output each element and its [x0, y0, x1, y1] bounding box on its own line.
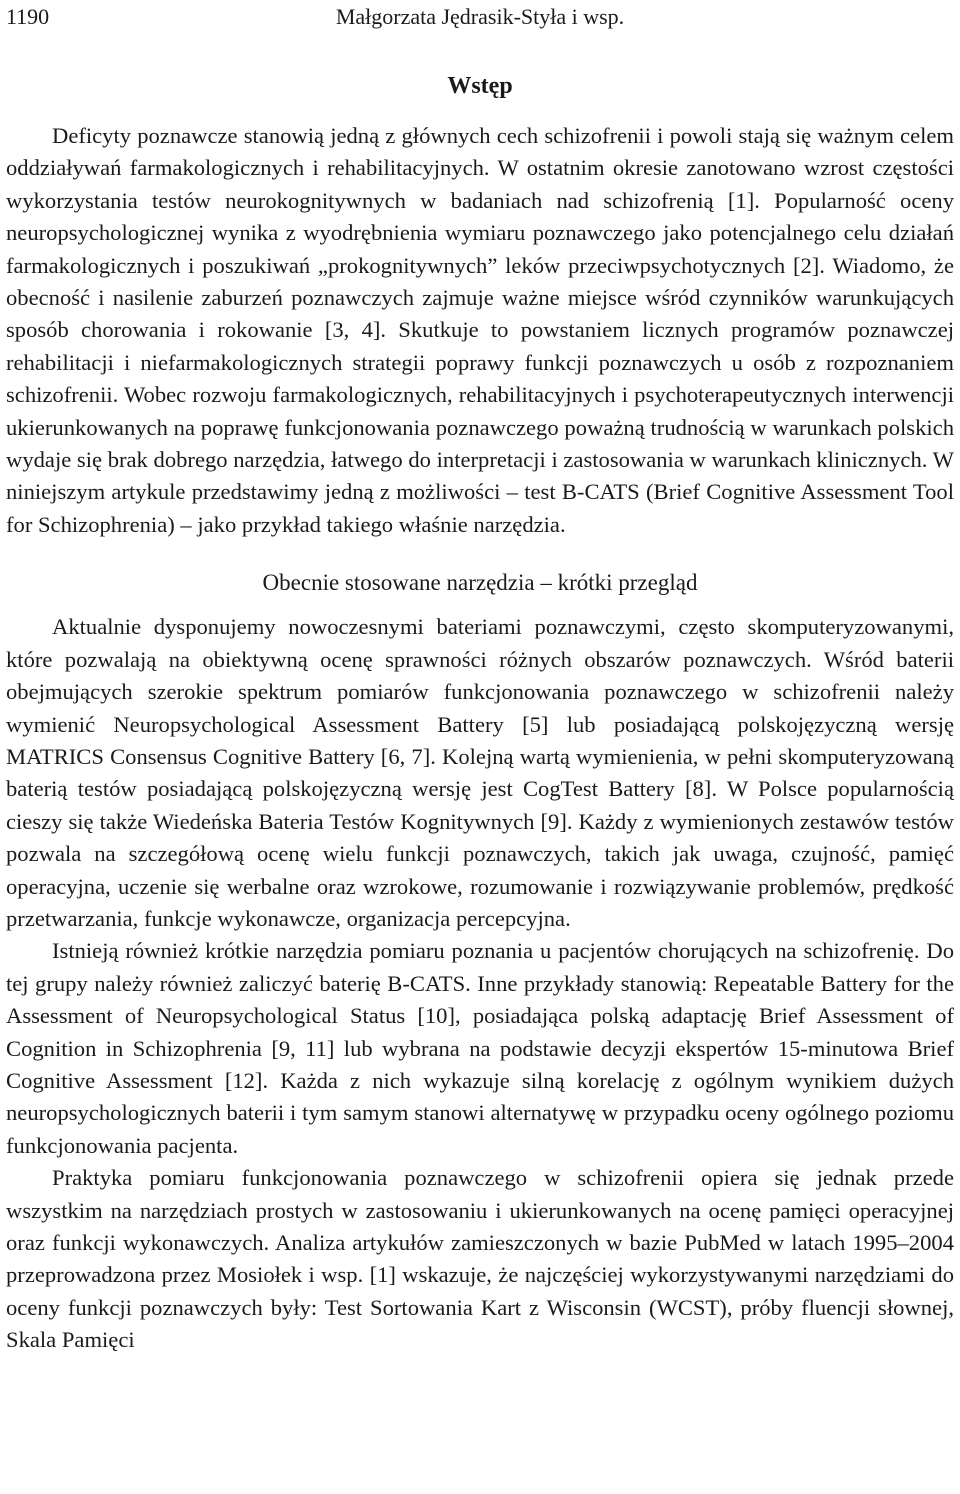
section-heading: Wstęp: [447, 73, 513, 99]
section-current-tools: [6, 541, 954, 1356]
page-number: 1190: [6, 4, 50, 29]
running-head: [6, 0, 954, 34]
page: [6, 0, 954, 1357]
paragraph: Deficyty poznawcze stanowią jedną z głównych cech schizofrenii i powoli stają się ważnym celem oddziaływań farmakologicznych i rehabilitacyjnych. W ostatnim okresie zanotowano wzrost częstości wykorzystania testów neurokognitywnych w badaniach nad schizofrenią [1]. Popularność oceny neuropsychologicznej wynika z wyodrębnienia wymiaru poznawczego jako potencjalnego celu działań farmakologicznych i poszukiwań „prokognitywnych” leków przeciwpsychotycznych [2]. Wiadomo, że obecność i nasilenie zaburzeń poznawczych zajmuje ważne miejsce wśród czynników warunkujących sposób chorowania i rokowanie [3, 4]. Skutkuje to powstaniem licznych programów poznawczej rehabilitacji i niefarmakologicznych strategii poprawy funkcji poznawczych u osób z rozpoznaniem schizofrenii. Wobec rozwoju farmakologicznych, rehabilitacyjnych i psychoterapeutycznych interwencji ukierunkowanych na poprawę funkcjonowania poznawczego poważną trudnością w warunkach polskich wydaje się brak dobrego narzędzia, łatwego do interpretacji i zastosowania w warunkach klinicznych. W niniejszym artykule przedstawimy jedną z możliwości – test B-CATS (Brief Cognitive Assessment Tool for Schizophrenia) – jako przykład takiego właśnie narzędzia.: [6, 123, 954, 537]
paragraph: Istnieją również krótkie narzędzia pomiaru poznania u pacjentów chorujących na schizofrenię. Do tej grupy należy również zaliczyć baterię B-CATS. Inne przykłady stanowią: Repeatable Battery for the Assessment of Neuropsychological Status [10], posiadająca polską adaptację Brief Assessment of Cognition in Schizophrenia [9, 11] lub wybrana na podstawie decyzji ekspertów 15-minutowa Brief Cognitive Assessment [12]. Każda z nich wykazuje silną korelację z ogólnym wynikiem dużych neuropsychologicznych baterii i tym samym stanowi alternatywę w przypadku oceny ogólnego poziomu funkcjonowania pacjenta.: [6, 938, 954, 1158]
running-title: Małgorzata Jędrasik-Styła i wsp.: [335, 4, 625, 29]
paragraph: Praktyka pomiaru funkcjonowania poznawczego w schizofrenii opiera się jednak przede wszystkim na narzędziach prostych w zastosowaniu i ukierunkowanych na ocenę pamięci operacyjnej oraz funkcji wykonawczych. Analiza artykułów zamieszczonych w bazie PubMed w latach 1995–2004 przeprowadzona przez Mosiołek i wsp. [1] wskazuje, że najczęściej wykorzystywanymi narzędziami do oceny funkcji poznawczych były: Test Sortowania Kart z Wisconsin (WCST), próby fluencji słownej, Skala Pamięci: [6, 1165, 954, 1353]
paragraph: Aktualnie dysponujemy nowoczesnymi bateriami poznawczymi, często skomputeryzowanymi, które pozwalają na obiektywną ocenę sprawności różnych obszarów poznawczych. Wśród baterii obejmujących szerokie spektrum pomiarów funkcjonowania poznawczego w schizofrenii należy wymienić Neuropsychological Assessment Battery [5] lub posiadającą polskojęzyczną wersję MATRICS Consensus Cognitive Battery [6, 7]. Kolejną wartą wymienienia, w pełni skomputeryzowaną baterią testów posiadającą polskojęzyczną wersję jest CogTest Battery [8]. W Polsce popularnością cieszy się także Wiedeńska Bateria Testów Kognitywnych [9]. Każdy z wymienionych zestawów testów pozwala na szczegółową ocenę wielu funkcji poznawczych, takich jak uwaga, czujność, pamięć operacyjna, uczenie się werbalne oraz wzrokowe, rozumowanie i rozwiązywanie problemów, prędkość przetwarzania, funkcje wykonawcze, organizacja percepcyjna.: [6, 614, 954, 931]
section-introduction: [6, 34, 954, 541]
section-heading: Obecnie stosowane narzędzia – krótki przegląd: [262, 570, 698, 596]
